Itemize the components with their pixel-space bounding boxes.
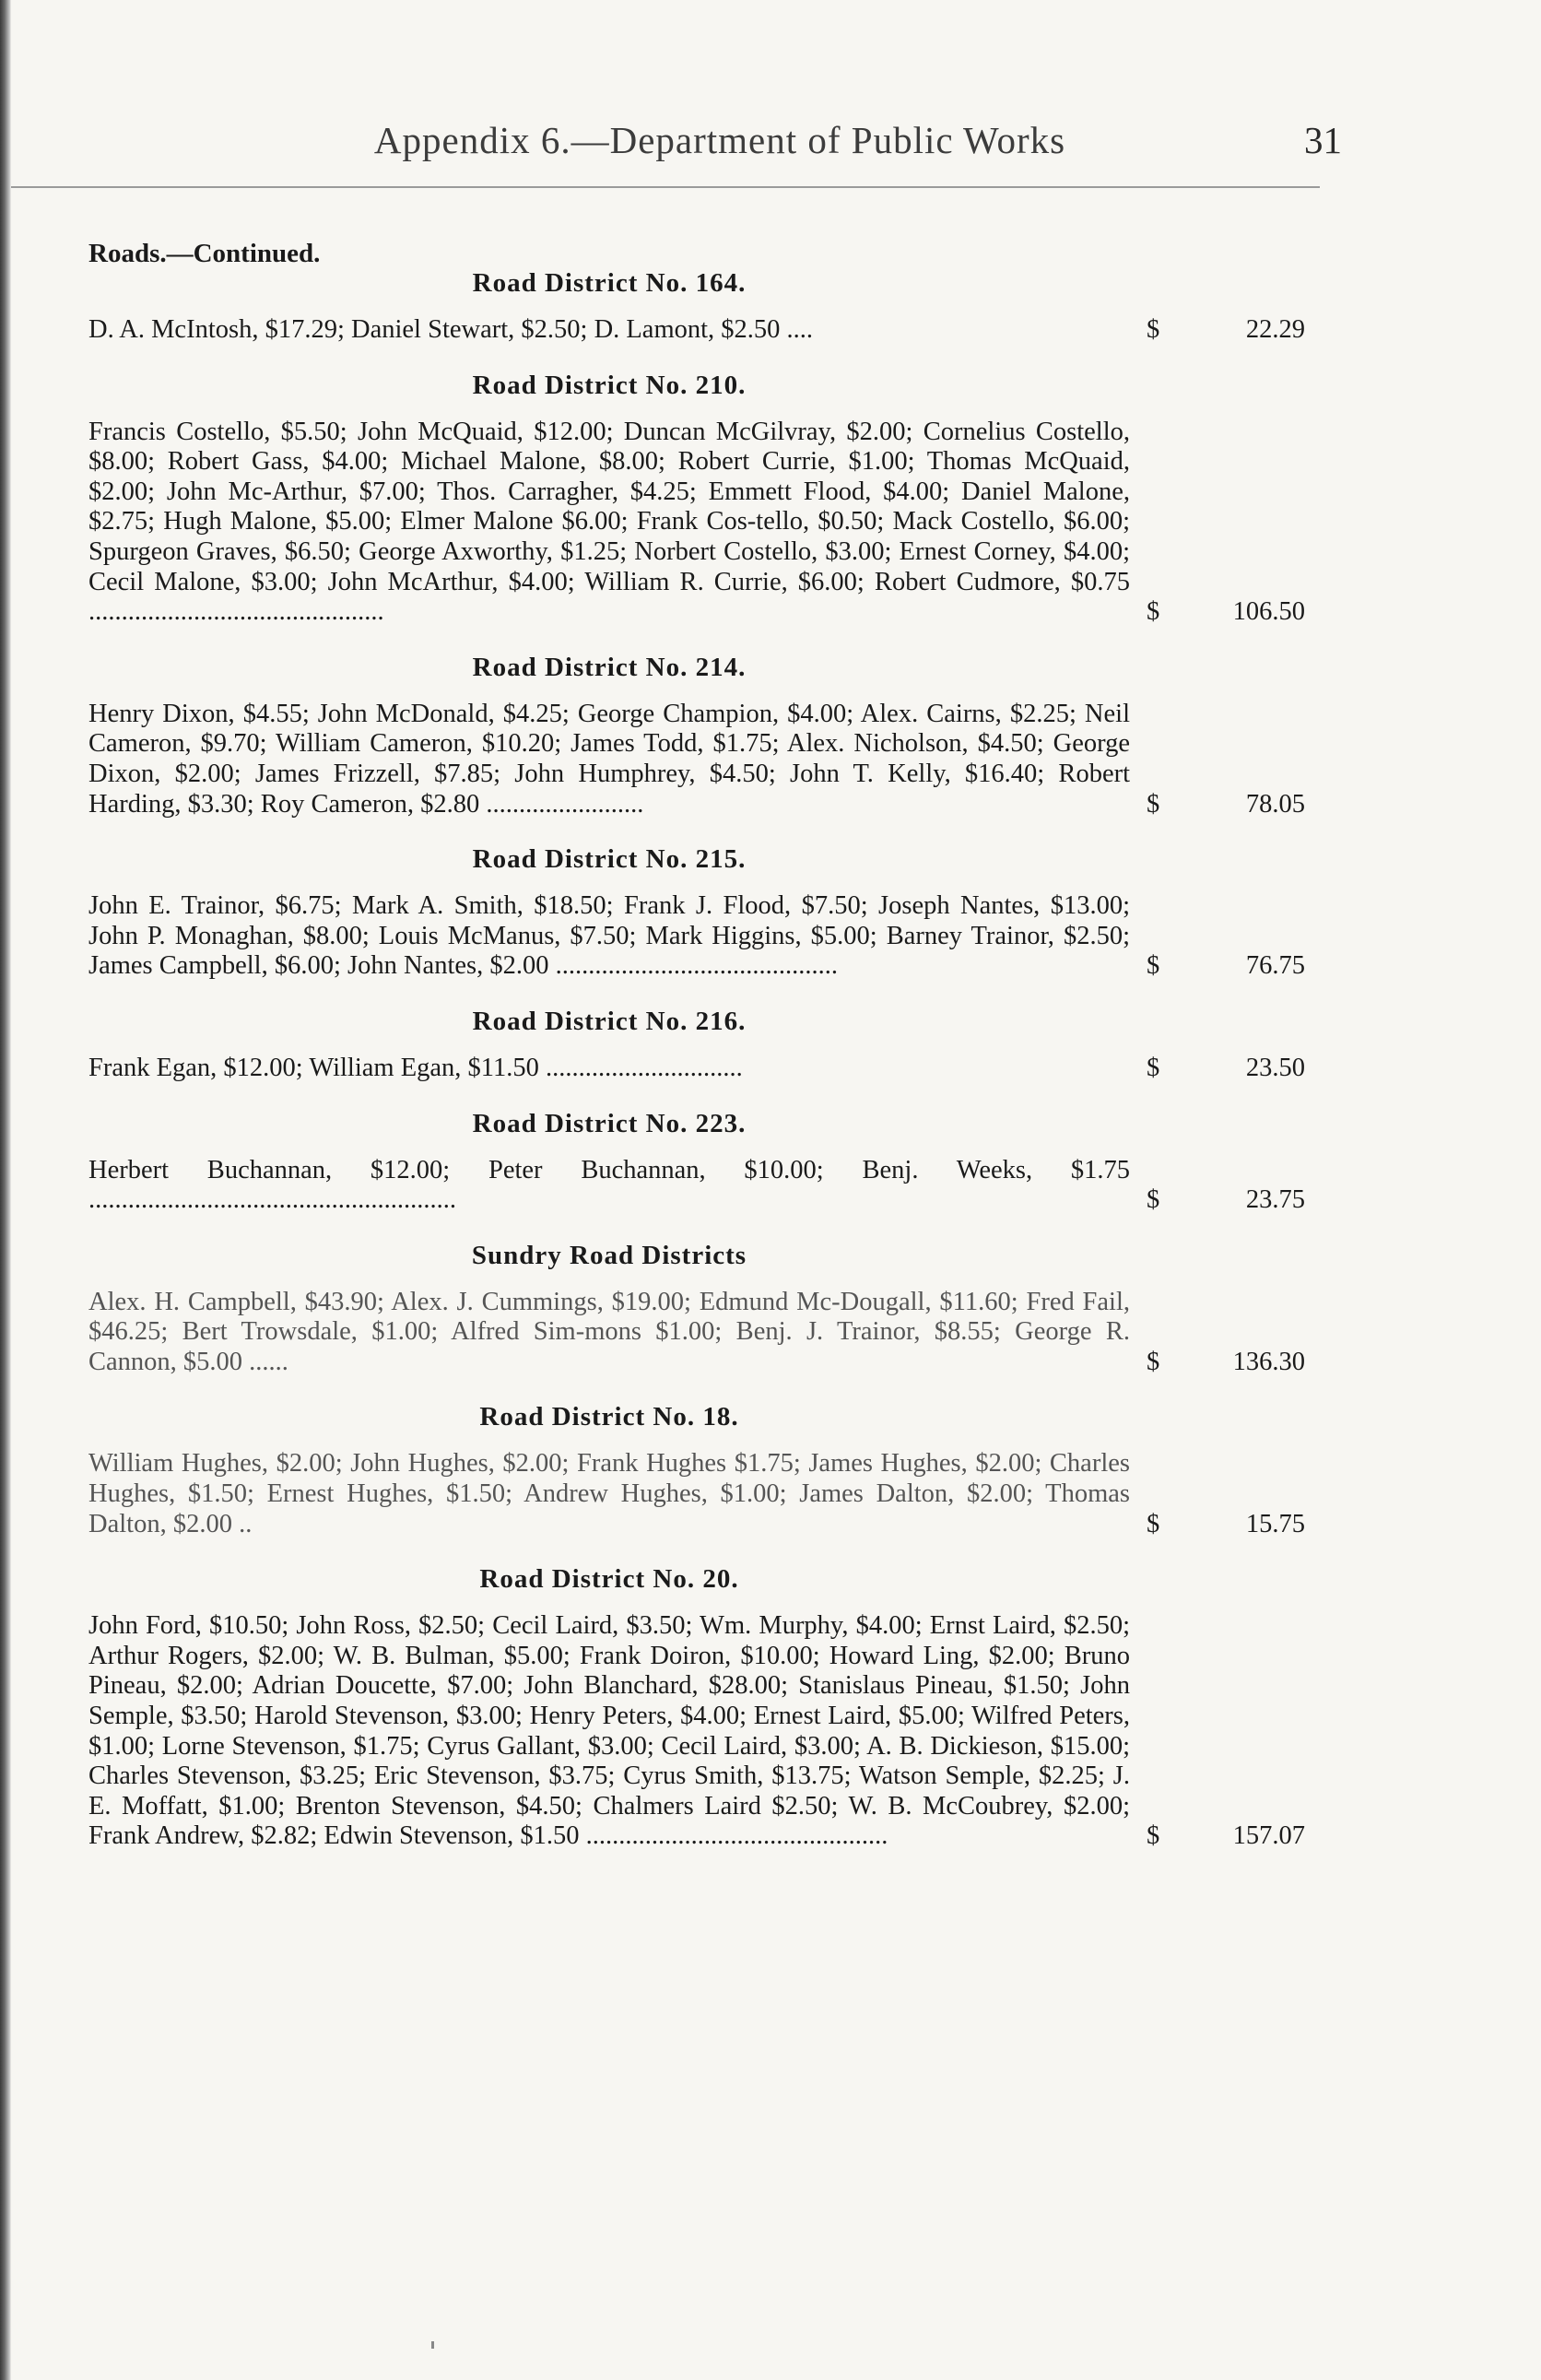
district-heading: Road District No. 164.	[472, 268, 747, 298]
district-heading: Road District No. 215.	[472, 844, 747, 875]
district-total: 23.75	[1245, 1185, 1305, 1215]
district-block	[88, 1563, 1305, 1852]
dollar-sign: $	[1147, 1347, 1160, 1376]
district-heading: Road District No. 223.	[472, 1108, 747, 1138]
district-entry	[88, 1156, 1305, 1216]
district-entry	[88, 1288, 1305, 1378]
district-entry	[88, 1449, 1305, 1539]
district-entry-text: Alex. H. Campbell, $43.90; Alex. J. Cummings, $19.00; Edmund Mc-Dougall, $11.60; Fred Fail, $46.25; Bert Trowsdale, $1.00; Alfred Sim-mons $1.00; Benj. J. Trainor, $8.55; George R. Cannon, $5.00 ......	[88, 1287, 1130, 1376]
district-block	[88, 1240, 1305, 1378]
district-entry	[88, 1054, 1305, 1084]
district-entry	[88, 1611, 1305, 1852]
district-heading: Road District No. 20.	[479, 1564, 739, 1595]
district-heading: Road District No. 210.	[472, 370, 747, 400]
dollar-sign: $	[1147, 1821, 1160, 1851]
district-entry-text: Herbert Buchannan, $12.00; Peter Buchannan, $10.00; Benj. Weeks, $1.75 ........................................................	[88, 1155, 1130, 1215]
dollar-sign: $	[1147, 1053, 1160, 1082]
page-body	[88, 238, 1305, 1852]
district-entry	[88, 315, 1305, 346]
page-number: 31	[1304, 119, 1342, 161]
district-total: 23.50	[1245, 1053, 1305, 1082]
dollar-sign: $	[1147, 1185, 1160, 1215]
district-block	[88, 267, 1305, 346]
header-rule	[11, 186, 1320, 188]
dollar-sign: $	[1147, 597, 1160, 627]
district-block	[88, 1401, 1305, 1539]
dollar-sign: $	[1147, 951, 1160, 981]
running-header-title: Appendix 6.—Department of Public Works	[373, 119, 1066, 161]
district-entry-text: John Ford, $10.50; John Ross, $2.50; Cecil Laird, $3.50; Wm. Murphy, $4.00; Ernst Laird, $2.50; Arthur Rogers, $2.00; W. B. Bulman, $5.00; Frank Doiron, $10.00; Howard Ling, $2.00; Bruno Pineau, $2.00; Adrian Doucette, $7.00; John Blanchard, $28.00; Stanislaus Pineau, $1.50; John Semple, $3.50; Harold Stevenson, $3.00; Henry Peters, $4.00; Ernest Laird, $5.00; Wilfred Peters, $1.00; Lorne Stevenson, $1.75; Cyrus Gallant, $3.00; Cecil Laird, $3.00; A. B. Dickieson, $15.00; Charles Stevenson, $3.25; Eric Stevenson, $3.75; Cyrus Smith, $13.75; Watson Semple, $2.25; J. E. Moffatt, $1.00; Brenton Stevenson, $4.50; Chalmers Laird $2.50; W. B. McCoubrey, $2.00; Frank Andrew, $2.82; Edwin Stevenson, $1.50 ..............................................	[88, 1611, 1130, 1851]
district-total: 78.05	[1245, 789, 1305, 819]
dollar-sign: $	[1147, 1509, 1160, 1538]
district-entry-text: Frank Egan, $12.00; William Egan, $11.50 ..............................	[88, 1053, 743, 1082]
district-block	[88, 1006, 1305, 1084]
page-binding-edge	[0, 0, 11, 2380]
district-entry-text: John E. Trainor, $6.75; Mark A. Smith, $18.50; Frank J. Flood, $7.50; Joseph Nantes, $13.00; John P. Monaghan, $8.00; Louis McManus, $7.50; Mark Higgins, $5.00; Barney Trainor, $2.50; James Campbell, $6.00; John Nantes, $2.00 ...........................................	[88, 891, 1130, 981]
district-entry-text: D. A. McIntosh, $17.29; Daniel Stewart, $2.50; D. Lamont, $2.50 ....	[88, 315, 814, 344]
district-entry-text: William Hughes, $2.00; John Hughes, $2.00; Frank Hughes $1.75; James Hughes, $2.00; Charles Hughes, $1.50; Ernest Hughes, $1.50; Andrew Hughes, $1.00; James Dalton, $2.00; Thomas Dalton, $2.00 ..	[88, 1449, 1130, 1538]
district-block	[88, 370, 1305, 628]
section-label: Roads.—Continued.	[88, 239, 321, 268]
district-total: 15.75	[1245, 1509, 1305, 1538]
district-heading: Road District No. 216.	[472, 1006, 747, 1036]
district-block	[88, 843, 1305, 982]
district-heading: Road District No. 18.	[479, 1402, 739, 1432]
district-entry	[88, 418, 1305, 628]
district-heading: Road District No. 214.	[472, 652, 747, 682]
district-entry	[88, 891, 1305, 982]
district-block	[88, 1108, 1305, 1216]
district-entry-text: Henry Dixon, $4.55; John McDonald, $4.25; George Champion, $4.00; Alex. Cairns, $2.25; Neil Cameron, $9.70; William Cameron, $10.20; James Todd, $1.75; Alex. Nicholson, $4.50; George Dixon, $2.00; James Frizzell, $7.85; John Humphrey, $4.50; John T. Kelly, $16.40; Robert Harding, $3.30; Roy Cameron, $2.80 ........................	[88, 699, 1130, 819]
district-block	[88, 652, 1305, 819]
district-heading: Sundry Road Districts	[471, 1240, 747, 1270]
dollar-sign: $	[1147, 315, 1160, 344]
district-total: 136.30	[1232, 1347, 1305, 1376]
district-entry-text: Francis Costello, $5.50; John McQuaid, $12.00; Duncan McGilvray, $2.00; Cornelius Costello, $8.00; Robert Gass, $4.00; Michael Malone, $8.00; Robert Currie, $1.00; Thomas McQuaid, $2.00; John Mc-Arthur, $7.00; Thos. Carragher, $4.25; Emmett Flood, $4.00; Daniel Malone, $2.75; Hugh Malone, $5.00; Elmer Malone $6.00; Frank Cos-tello, $0.50; Mack Costello, $6.00; Spurgeon Graves, $6.50; George Axworthy, $1.25; Norbert Costello, $3.00; Ernest Corney, $4.00; Cecil Malone, $3.00; John McArthur, $4.00; William R. Currie, $6.00; Robert Cudmore, $0.75 .............................................	[88, 417, 1130, 627]
dollar-sign: $	[1147, 789, 1160, 819]
district-total: 22.29	[1245, 315, 1305, 344]
district-total: 106.50	[1232, 597, 1305, 627]
district-total: 157.07	[1232, 1821, 1305, 1851]
district-total: 76.75	[1245, 951, 1305, 981]
page-header	[0, 118, 1541, 183]
page-speck	[431, 2341, 434, 2349]
district-entry	[88, 700, 1305, 819]
